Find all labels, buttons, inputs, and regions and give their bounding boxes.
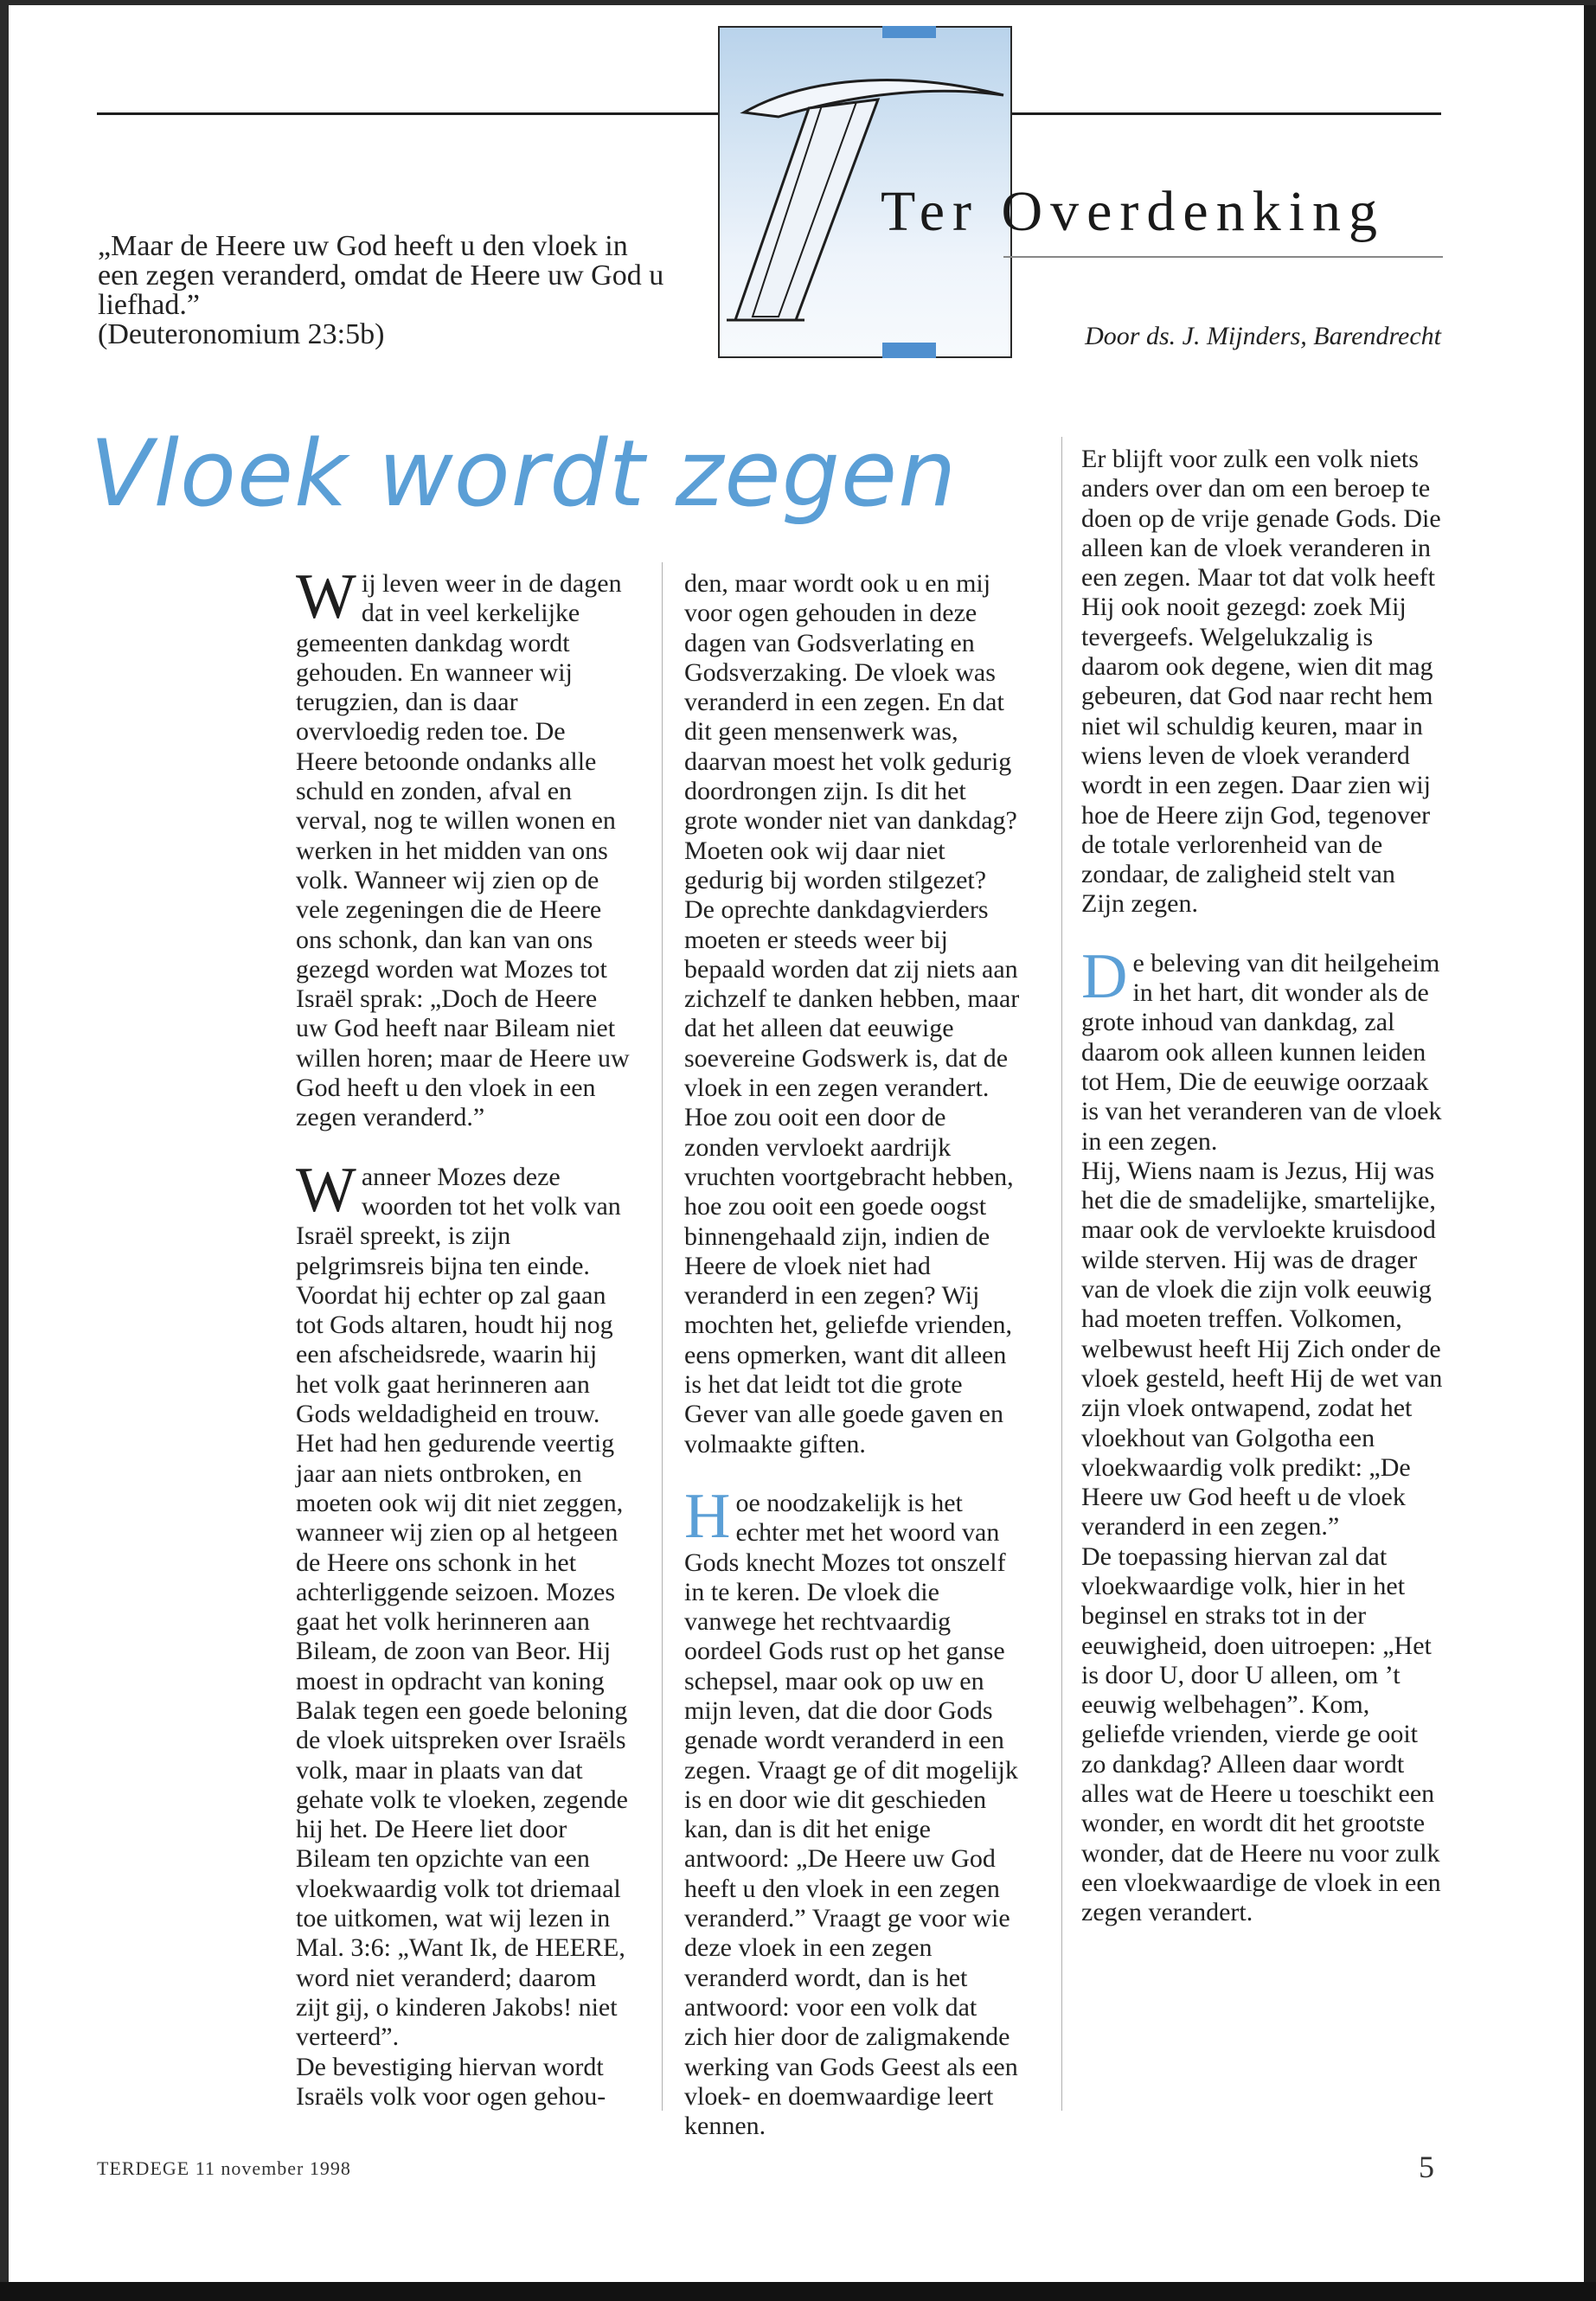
- drop-cap: D: [1081, 940, 1128, 1012]
- author-byline: Door ds. J. Mijnders, Barendrecht: [1085, 322, 1441, 350]
- paragraph-text: Hij, Wiens naam is Jezus, Hij was het die de smadelijke, smartelijke, maar ook de vervloekte kruisdood wilde sterven. Hij was de drager van de vloek die zijn volk eeuwig had moeten treffen. Volkomen, welbewust heeft Hij Zich onder de vloek gesteld, heeft Hij de wet van zijn vloek ontwapend, zodat het vloekhout van Golgotha een vloekwaardig volk predikt: „De Heere uw God heeft u de vloek veranderd in een zegen.”: [1081, 1156, 1443, 1541]
- column-divider: [662, 562, 663, 2111]
- paragraph-text: ij leven weer in de dagen dat in veel kerkelijke gemeenten dankdag wordt gehouden. En wanneer wij terugzien, dan is daar overvloedig reden toe. De Heere betoonde ondanks alle schuld en zonden, afval en verval, nog te willen wonen en werken in het midden van ons volk. Wanneer wij zien op de vele zegeningen die de Heere ons schonk, dan kan van ons gezegd worden wat Mozes tot Israël sprak: „Doch de Heere uw God heeft naar Bileam niet willen horen; maar de Heere uw God heeft u den vloek in een zegen veranderd.”: [296, 569, 630, 1132]
- section-title: Ter Overdenking: [881, 180, 1386, 243]
- quote-reference: (Deuteronomium 23:5b): [98, 318, 385, 350]
- paragraph: [1081, 940, 1445, 1157]
- drop-cap: W: [296, 561, 356, 632]
- logo-accent-tab-bottom: [882, 343, 936, 358]
- footer-publication: TERDEGE 11 november 1998: [97, 2157, 351, 2179]
- top-rule-right: [1010, 112, 1441, 115]
- scan-edge-right: [1584, 0, 1596, 2301]
- article-column-1: [296, 561, 633, 2112]
- drop-cap: H: [684, 1480, 731, 1552]
- scan-edge-left: [0, 0, 9, 2301]
- article-headline: Vloek wordt zegen: [90, 420, 958, 527]
- paragraph-text: De bevestiging hiervan wordt Israëls volk voor ogen gehou-: [296, 2052, 606, 2111]
- paragraph: [1081, 445, 1445, 920]
- page-number: 5: [1419, 2150, 1434, 2184]
- quote-line: liefhad.”: [98, 289, 200, 321]
- paragraph: [296, 2053, 633, 2112]
- paragraph: [684, 1480, 1022, 2142]
- title-underline: [1003, 256, 1443, 258]
- opening-quote: [98, 232, 669, 349]
- column-divider: [1061, 437, 1062, 2111]
- paragraph: [1081, 1542, 1445, 1928]
- paragraph: [296, 561, 633, 1133]
- paragraph-text: Er blijft voor zulk een volk niets anders over dan om een beroep te doen op de vrije genade Gods. Die alleen kan de vloek veranderen in een zegen. Maar tot dat volk heeft Hij ook nooit gezegd: zoek Mij tevergeefs. Welgelukzalig is daarom ook degene, wien dit mag gebeuren, dat God naar recht hem niet wil schuldig keuren, maar in wiens leven de vloek veranderd wordt in een zegen. Daar zien wij hoe de Heere zijn God, tegenover de totale verlorenheid van de zondaar, de zaligheid stelt van Zijn zegen.: [1081, 445, 1441, 919]
- article-column-3: [1081, 445, 1445, 1928]
- scan-edge-top: [0, 0, 1596, 5]
- quote-line: een zegen veranderd, omdat de Heere uw God u: [98, 260, 664, 292]
- paragraph: [296, 1154, 633, 2053]
- paragraph-text: De toepassing hiervan zal dat vloekwaardige volk, hier in het beginsel en straks tot in der eeuwigheid, doen uitroepen: „Het is door U, door U alleen, om ’t eeuwig welbehagen”. Kom, geliefde vrienden, vierde ge ooit zo dankdag? Alleen daar wordt alles wat de Heere u toeschikt een wonder, en wordt dit het grootste wonder, dat de Heere nu voor zulk een vloekwaardige de vloek in een zegen verandert.: [1081, 1541, 1441, 1927]
- top-rule-left: [97, 112, 718, 115]
- paragraph-text: oe noodzakelijk is het echter met het woord van Gods knecht Mozes tot onszelf in te keren. De vloek die vanwege het rechtvaardig oordeel Gods rust op het ganse schepsel, maar ook op uw en mijn leven, dat die door Gods genade wordt veranderd in een zegen. Vraagt ge of dit mogelijk is en door wie dit geschieden kan, dan is dit het enige antwoord: „De Heere uw God heeft u den vloek in een zegen veranderd.” Vraagt ge voor wie deze vloek in een zegen veranderd wordt, dan is het antwoord: voor een volk dat zich hier door de zaligmakende werking van Gods Geest als een vloek- en doemwaardige leert kennen.: [684, 1488, 1018, 2141]
- article-column-2: [684, 569, 1022, 2141]
- drop-cap: W: [296, 1154, 356, 1226]
- paragraph-text: e beleving van dit heilgeheim in het hart, dit wonder als de grote inhoud van dankdag, zal daarom ook alleen kunnen leiden tot Hem, Die de eeuwige oorzaak is van het veranderen van de vloek in een zegen.: [1081, 948, 1442, 1156]
- logo-accent-tab-top: [882, 26, 936, 38]
- paragraph: [1081, 1157, 1445, 1542]
- paragraph-text: den, maar wordt ook u en mij voor ogen gehouden in deze dagen van Godsverlating en Godsverzaking. De vloek was veranderd in een zegen. En dat dit geen mensenwerk was, daarvan moest het volk gedurig doordrongen zijn. Is dit het grote wonder niet van dankdag? Moeten ook wij daar niet gedurig bij worden stilgezet? De oprechte dankdagvierders moeten er steeds weer bij bepaald worden dat zij niets aan zichzelf te danken hebben, maar dat het alleen dat eeuwige soevereine Godswerk is, dat de vloek in een zegen verandert. Hoe zou ooit een door de zonden vervloekt aardrijk vruchten voortgebracht hebben, hoe zou ooit een goede oogst binnengehaald zijn, indien de Heere de vloek niet had veranderd in een zegen? Wij mochten het, geliefde vrienden, eens opmerken, want dit alleen is het dat leidt tot die grote Gever van alle goede gaven en volmaakte giften.: [684, 569, 1020, 1458]
- scan-edge-bottom: [0, 2282, 1596, 2301]
- paragraph-text: anneer Mozes deze woorden tot het volk van Israël spreekt, is zijn pelgrimsreis bijna ten einde. Voordat hij echter op zal gaan tot Gods altaren, houdt hij nog een afscheidsrede, waarin hij het volk gaat herinneren aan Gods weldadigheid en trouw. Het had hen gedurende veertig jaar aan niets ontbroken, en moeten ook wij dit niet zeggen, wanneer wij zien op al hetgeen de Heere ons schonk in het achterliggende seizoen. Mozes gaat het volk herinneren aan Bileam, de zoon van Beor. Hij moest in opdracht van koning Balak tegen een goede beloning de vloek uitspreken over Israëls volk, maar in plaats van dat gehate volk te vloeken, zegende hij het. De Heere liet door Bileam ten opzichte van een vloekwaardig volk tot driemaal toe uitkomen, wat wij lezen in Mal. 3:6: „Want Ik, de HEERE, word niet veranderd; daarom zijt gij, o kinderen Jakobs! niet verteerd”.: [296, 1162, 628, 2052]
- paragraph: [684, 569, 1022, 1459]
- quote-line: „Maar de Heere uw God heeft u den vloek in: [98, 230, 628, 262]
